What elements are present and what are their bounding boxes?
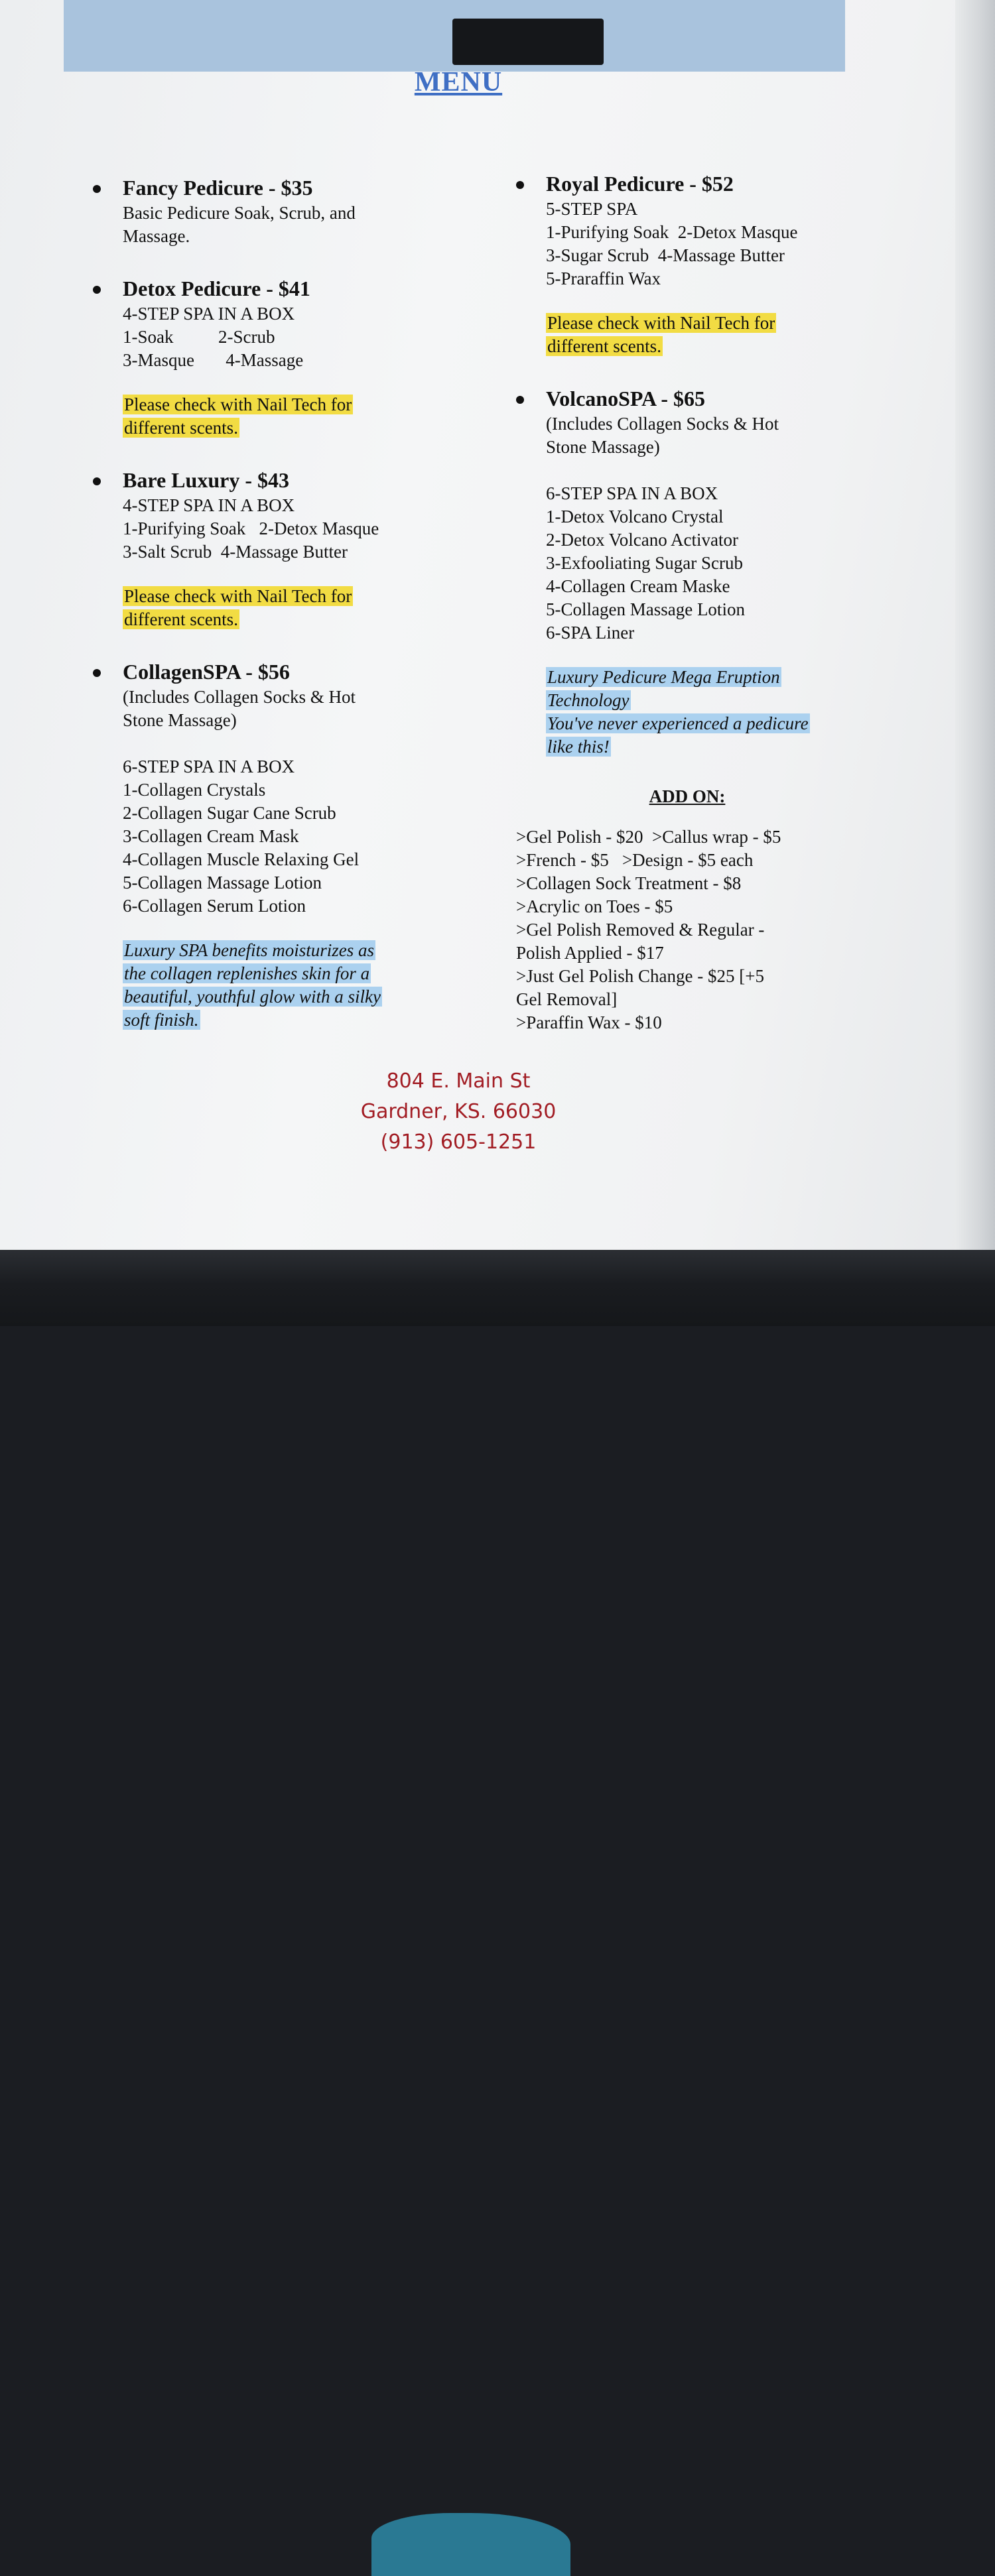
item-line: 2-Detox Volcano Activator — [546, 530, 738, 550]
highlighted-text: Please check with Nail Tech for — [124, 586, 352, 606]
item-line: 5-Collagen Massage Lotion — [123, 873, 322, 892]
highlighted-text: like this! — [547, 737, 610, 757]
add-on-line: >Just Gel Polish Change - $25 [+5 — [516, 966, 764, 986]
address-block — [0, 1066, 917, 1158]
item-title: Bare Luxury - $43 — [123, 468, 289, 492]
highlighted-text: different scents. — [124, 418, 238, 438]
menu-item — [516, 385, 874, 759]
item-title: Royal Pedicure - $52 — [546, 172, 734, 196]
note-line — [123, 985, 438, 1009]
note-line — [123, 962, 438, 985]
scent-note — [546, 312, 874, 358]
item-line: 3-Sugar Scrub 4-Massage Butter — [546, 245, 785, 265]
item-line: 5-Collagen Massage Lotion — [546, 599, 745, 619]
add-on-list — [516, 826, 874, 1034]
item-line: 1-Soak 2-Scrub — [123, 327, 275, 347]
menu-item — [93, 658, 438, 1032]
laminate-edge — [955, 0, 995, 1250]
item-line: Stone Massage) — [123, 710, 237, 730]
add-on-line: >French - $5 >Design - $5 each — [516, 850, 754, 870]
item-line: 6-STEP SPA IN A BOX — [546, 483, 718, 503]
item-line: 1-Detox Volcano Crystal — [546, 507, 724, 526]
add-on-line: Gel Removal] — [516, 989, 618, 1009]
note-line — [123, 1009, 438, 1032]
scent-note — [123, 393, 438, 440]
bullet-icon — [93, 185, 101, 193]
note-line — [546, 666, 874, 689]
address-phone: (913) 605-1251 — [380, 1131, 537, 1154]
note-line — [123, 939, 438, 962]
header-banner — [64, 0, 845, 72]
item-line: Basic Pedicure Soak, Scrub, and — [123, 203, 356, 223]
menu-title: MENU — [414, 67, 503, 97]
item-line: 3-Exfooliating Sugar Scrub — [546, 553, 743, 573]
item-line: 3-Collagen Cream Mask — [123, 826, 299, 846]
highlighted-text: You've never experienced a pedicure — [547, 713, 809, 733]
item-line: Stone Massage) — [546, 437, 660, 457]
highlighted-text: different scents. — [124, 609, 238, 629]
add-on-heading: ADD ON: — [649, 786, 726, 806]
note-line — [546, 712, 874, 735]
item-line: 4-STEP SPA IN A BOX — [123, 495, 295, 515]
note-line — [123, 585, 438, 608]
item-line: 5-Praraffin Wax — [546, 269, 661, 288]
add-on-line: >Collagen Sock Treatment - $8 — [516, 873, 742, 893]
menu-item — [516, 170, 874, 358]
highlighted-text: beautiful, youthful glow with a silky — [124, 987, 381, 1007]
item-line: 6-Collagen Serum Lotion — [123, 896, 306, 916]
highlighted-text: Technology — [547, 690, 630, 710]
note-line — [546, 312, 874, 335]
note-line — [123, 393, 438, 416]
add-on-line: >Paraffin Wax - $10 — [516, 1012, 662, 1032]
blue-object — [371, 2513, 570, 2576]
item-line: (Includes Collagen Socks & Hot — [123, 687, 356, 707]
highlighted-text: Please check with Nail Tech for — [547, 313, 775, 333]
item-line: 6-STEP SPA IN A BOX — [123, 757, 295, 776]
item-title: CollagenSPA - $56 — [123, 660, 290, 684]
right-items — [516, 170, 874, 759]
item-line: 1-Collagen Crystals — [123, 780, 266, 800]
scent-note — [123, 585, 438, 631]
item-title: Detox Pedicure - $41 — [123, 276, 310, 300]
bullet-icon — [93, 669, 101, 677]
menu-sheet — [0, 0, 995, 1250]
add-on-line: Polish Applied - $17 — [516, 943, 664, 963]
table-surface — [0, 1250, 995, 1326]
item-line: 2-Collagen Sugar Cane Scrub — [123, 803, 336, 823]
menu-item — [93, 174, 438, 248]
note-line — [546, 335, 874, 358]
note-line — [546, 735, 874, 759]
bullet-icon — [93, 477, 101, 485]
benefit-note — [546, 666, 874, 759]
item-line: 1-Purifying Soak 2-Detox Masque — [123, 519, 379, 538]
highlighted-text: soft finish. — [124, 1010, 199, 1030]
highlighted-text: the collagen replenishes skin for a — [124, 963, 370, 983]
bullet-icon — [93, 286, 101, 294]
highlighted-text: Luxury Pedicure Mega Eruption — [547, 667, 780, 687]
highlighted-text: Please check with Nail Tech for — [124, 395, 352, 414]
add-on-line: >Gel Polish - $20 >Callus wrap - $5 — [516, 827, 781, 847]
item-line: (Includes Collagen Socks & Hot — [546, 414, 779, 434]
item-line: 3-Salt Scrub 4-Massage Butter — [123, 542, 348, 562]
note-line — [546, 689, 874, 712]
item-line: 6-SPA Liner — [546, 623, 635, 643]
address-street: 804 E. Main St — [386, 1070, 531, 1093]
item-line — [546, 459, 874, 482]
item-line: 1-Purifying Soak 2-Detox Masque — [546, 222, 798, 242]
highlighted-text: different scents. — [547, 336, 661, 356]
bullet-icon — [516, 396, 524, 404]
highlighted-text: Luxury SPA benefits moisturizes as — [124, 940, 375, 960]
item-line: 3-Masque 4-Massage — [123, 350, 304, 370]
item-line — [123, 732, 438, 755]
add-on-line: >Acrylic on Toes - $5 — [516, 896, 673, 916]
item-title: Fancy Pedicure - $35 — [123, 176, 313, 200]
left-column — [93, 174, 438, 1058]
note-line — [123, 416, 438, 440]
bullet-icon — [516, 181, 524, 189]
item-line: 4-Collagen Cream Maske — [546, 576, 730, 596]
address-city: Gardner, KS. 66030 — [360, 1100, 557, 1123]
binder-slot — [452, 19, 604, 65]
note-line — [123, 608, 438, 631]
item-line: 5-STEP SPA — [546, 199, 638, 219]
benefit-note — [123, 939, 438, 1032]
item-title: VolcanoSPA - $65 — [546, 387, 706, 410]
menu-item — [93, 466, 438, 631]
add-on-line: >Gel Polish Removed & Regular - — [516, 920, 765, 940]
right-column — [516, 170, 874, 1034]
item-line: 4-Collagen Muscle Relaxing Gel — [123, 849, 360, 869]
item-line: Massage. — [123, 226, 190, 246]
item-line: 4-STEP SPA IN A BOX — [123, 304, 295, 324]
menu-item — [93, 275, 438, 440]
